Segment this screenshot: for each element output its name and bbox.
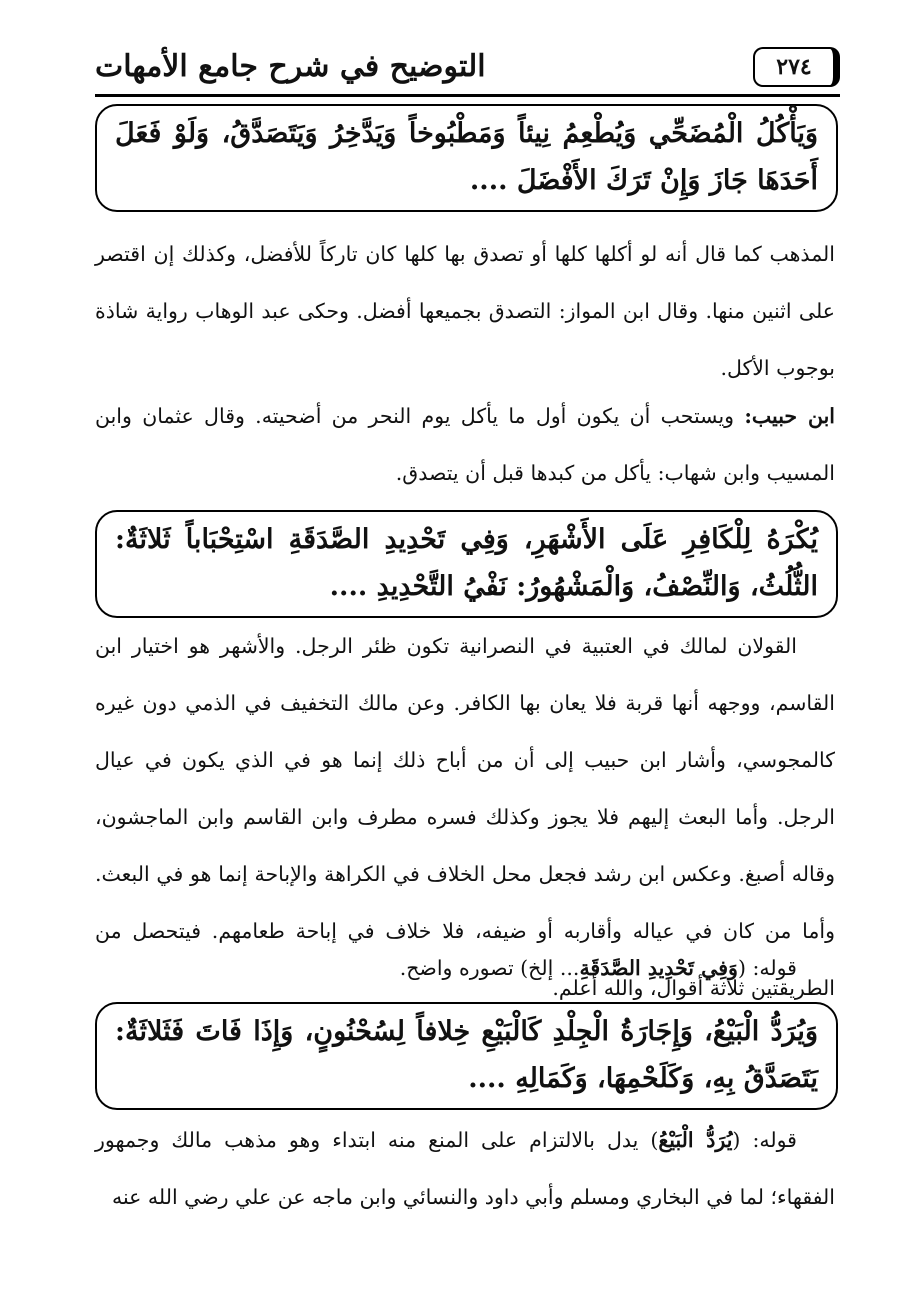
quote-prefix: قوله: ( (737, 956, 797, 980)
quote-prefix: قوله: ( (732, 1128, 797, 1152)
speaker-label: ابن حبيب: (744, 404, 835, 428)
commentary-paragraph-2 (95, 388, 835, 502)
header-rule (95, 94, 840, 97)
matn-text-2: يُكْرَهُ لِلْكَافِرِ عَلَى الأَشْهَرِ، وَفِي تَحْدِيدِ الصَّدَقَةِ اسْتِحْبَاباً ثَلاثَةٌ: الثُّلُثُ، وَالنِّصْفُ، وَالْمَشْهُورُ: نَفْيُ التَّحْدِيدِ .... (115, 524, 818, 602)
matn-box-1 (95, 104, 838, 212)
page-number-frame (753, 47, 840, 87)
page-header (95, 45, 840, 91)
commentary-paragraph-4 (95, 940, 835, 997)
commentary-text: ويستحب أن يكون أول ما يأكل يوم النحر من أضحيته. وقال عثمان وابن المسيب وابن شهاب: يأكل من كبدها قبل أن يتصدق. (95, 404, 835, 485)
quoted-matn: وَفِي تَحْدِيدِ الصَّدَقَةِ (579, 956, 738, 980)
matn-text-1: وَيَأْكُلُ الْمُضَحِّي وَيُطْعِمُ نِيئاً وَمَطْبُوخاً وَيَدَّخِرُ وَيَتَصَدَّقُ، وَلَوْ فَعَلَ أَحَدَهَا جَازَ وَإِنْ تَرَكَ الأَفْضَلَ .... (115, 118, 818, 196)
quoted-matn: يُرَدُّ الْبَيْعُ (658, 1128, 733, 1152)
running-title: التوضيح في شرح جامع الأمهات (95, 49, 486, 84)
quote-suffix: ... إلخ) تصوره واضح. (399, 956, 580, 980)
matn-box-2 (95, 510, 838, 618)
quote-suffix: ) يدل بالالتزام على المنع منه ابتداء وهو مذهب مالك وجمهور الفقهاء؛ لما في البخاري ومسلم وأبي داود والنسائي وابن ماجه عن علي رضي الله عنه (95, 1128, 835, 1209)
commentary-text: المذهب كما قال أنه لو أكلها كلها أو تصدق بها كلها كان تاركاً للأفضل، وكذلك إن اقتصر على اثنين منها. وقال ابن المواز: التصدق بجميعها أفضل. وحكى عبد الوهاب رواية شاذة بوجوب الأكل. (95, 242, 835, 380)
commentary-paragraph-1 (95, 226, 835, 397)
commentary-text: القولان لمالك في العتبية في النصرانية تكون ظئر الرجل. والأشهر هو اختيار ابن القاسم، ووجهه أنها قربة فلا يعان بها الكافر. وعن مالك التخفيف في الذمي دون غيره كالمجوسي، وأشار ابن حبيب إلى أن من أباح ذلك إنما هو في الذي يكون في عيال الرجل. وأما البعث إليهم فلا يجوز وكذلك فسره مطرف وابن القاسم وابن الماجشون، وقاله أصبغ. وعكس ابن رشد فجعل محل الخلاف في الكراهة والإباحة إنما هو في البعث. وأما من كان في عياله وأقاربه أو ضيفه، فلا خلاف في إباحة طعامهم. فيتحصل من الطريقتين ثلاثة أقوال، والله أعلم. (95, 634, 835, 1000)
page-number: ٢٧٤ (776, 54, 812, 80)
matn-text-3: وَيُرَدُّ الْبَيْعُ، وَإِجَارَةُ الْجِلْدِ كَالْبَيْعِ خِلافاً لِسُحْنُونٍ، وَإِذَا فَاتَ فَثَلاثَةٌ: يَتَصَدَّقُ بِهِ، وَكَلَحْمِهَا، وَكَمَالِهِ .... (115, 1016, 818, 1094)
commentary-paragraph-5 (95, 1112, 835, 1226)
matn-box-3 (95, 1002, 838, 1110)
